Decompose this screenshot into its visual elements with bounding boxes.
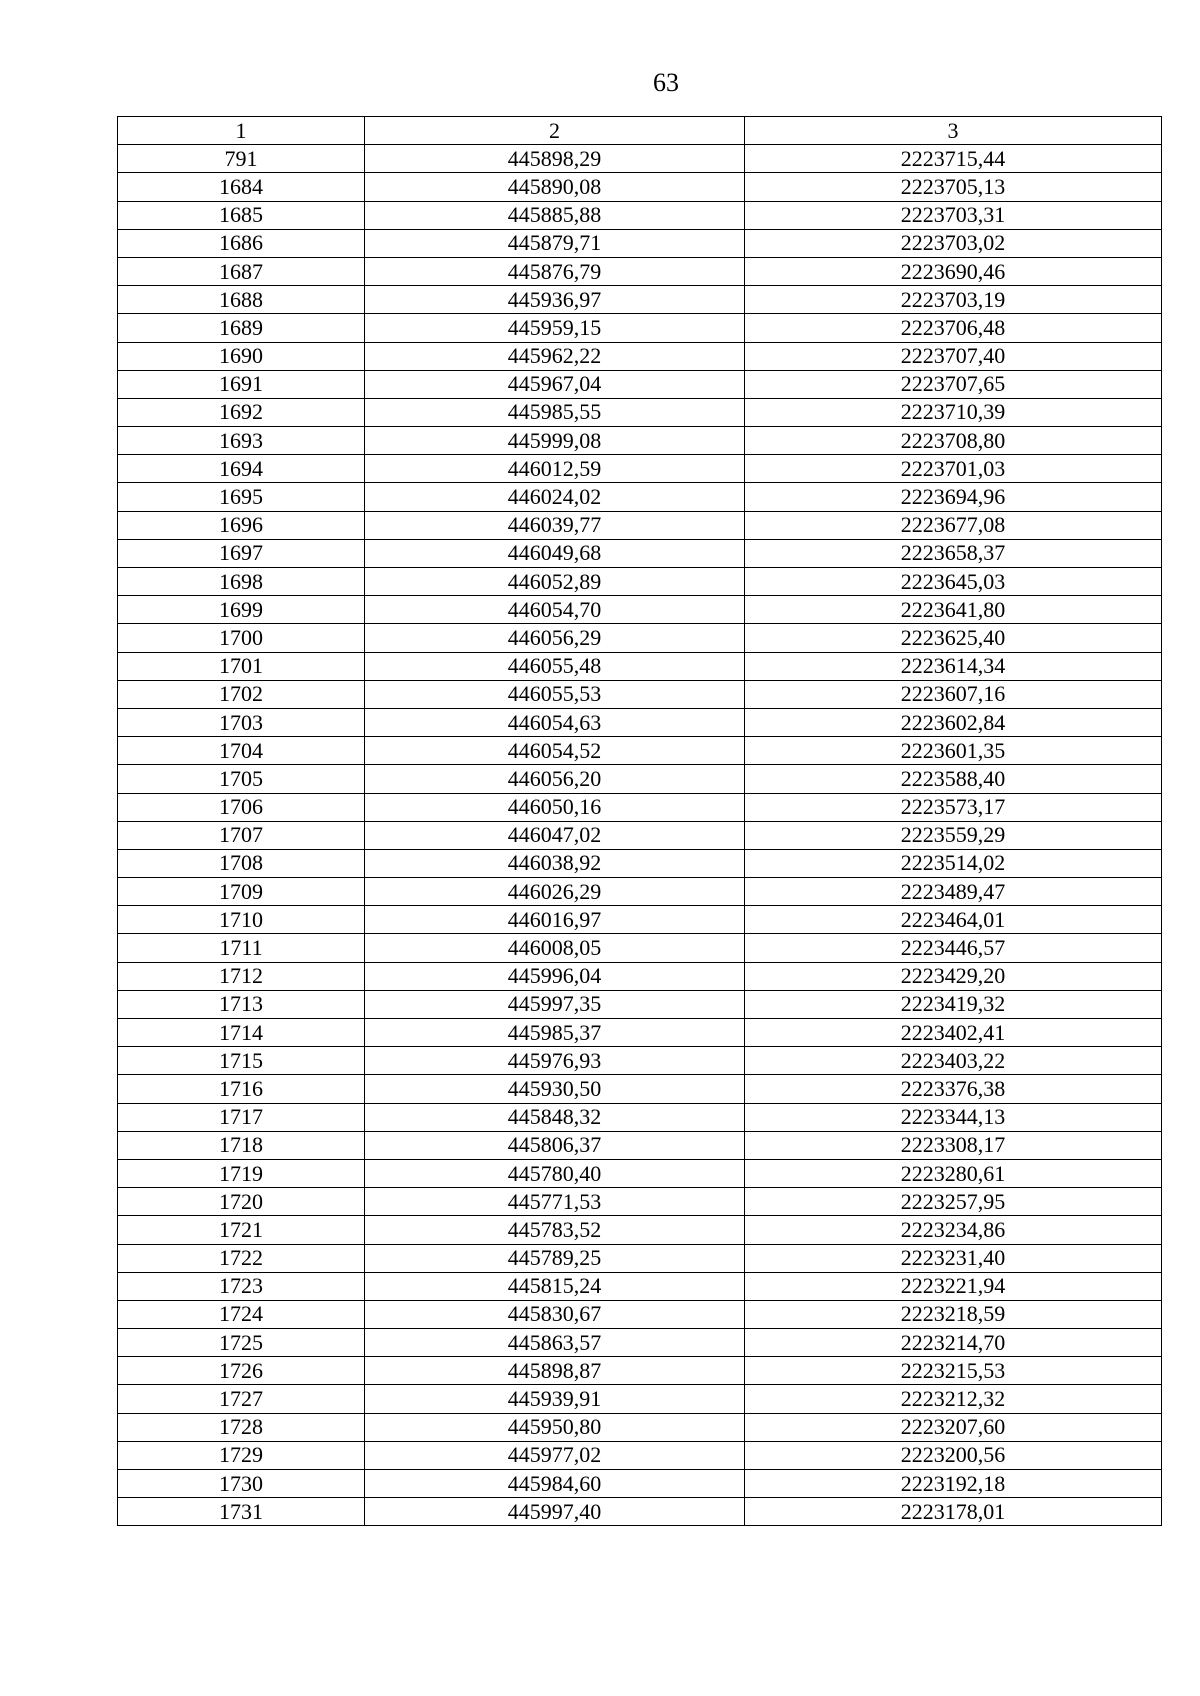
point-number-cell: 1727 — [118, 1385, 365, 1413]
coordinates-table — [117, 116, 1162, 1526]
table-row — [118, 1498, 1162, 1526]
y-coordinate-cell: 2223710,39 — [745, 398, 1162, 426]
x-coordinate-cell: 446050,16 — [365, 793, 745, 821]
y-coordinate-cell: 2223446,57 — [745, 934, 1162, 962]
point-number-cell: 1717 — [118, 1103, 365, 1131]
table-row — [118, 765, 1162, 793]
header-row — [118, 117, 1162, 145]
column-header-2: 2 — [365, 117, 745, 145]
x-coordinate-cell: 446055,48 — [365, 652, 745, 680]
x-coordinate-cell: 445783,52 — [365, 1216, 745, 1244]
y-coordinate-cell: 2223207,60 — [745, 1413, 1162, 1441]
x-coordinate-cell: 445898,87 — [365, 1357, 745, 1385]
y-coordinate-cell: 2223658,37 — [745, 539, 1162, 567]
x-coordinate-cell: 445898,29 — [365, 145, 745, 173]
y-coordinate-cell: 2223625,40 — [745, 624, 1162, 652]
y-coordinate-cell: 2223706,48 — [745, 314, 1162, 342]
point-number-cell: 1726 — [118, 1357, 365, 1385]
y-coordinate-cell: 2223602,84 — [745, 708, 1162, 736]
point-number-cell: 1713 — [118, 990, 365, 1018]
y-coordinate-cell: 2223231,40 — [745, 1244, 1162, 1272]
x-coordinate-cell: 445885,88 — [365, 201, 745, 229]
y-coordinate-cell: 2223403,22 — [745, 1047, 1162, 1075]
x-coordinate-cell: 445830,67 — [365, 1300, 745, 1328]
y-coordinate-cell: 2223588,40 — [745, 765, 1162, 793]
x-coordinate-cell: 445815,24 — [365, 1272, 745, 1300]
point-number-cell: 1686 — [118, 229, 365, 257]
point-number-cell: 1703 — [118, 708, 365, 736]
table-row — [118, 229, 1162, 257]
point-number-cell: 1716 — [118, 1075, 365, 1103]
point-number-cell: 1708 — [118, 849, 365, 877]
y-coordinate-cell: 2223703,31 — [745, 201, 1162, 229]
y-coordinate-cell: 2223192,18 — [745, 1470, 1162, 1498]
table-row — [118, 145, 1162, 173]
column-header-1: 1 — [118, 117, 365, 145]
table-row — [118, 398, 1162, 426]
point-number-cell: 1725 — [118, 1329, 365, 1357]
y-coordinate-cell: 2223308,17 — [745, 1131, 1162, 1159]
table-row — [118, 878, 1162, 906]
y-coordinate-cell: 2223694,96 — [745, 483, 1162, 511]
table-row — [118, 1075, 1162, 1103]
table-row — [118, 1019, 1162, 1047]
x-coordinate-cell: 445876,79 — [365, 257, 745, 285]
point-number-cell: 1730 — [118, 1470, 365, 1498]
table-row — [118, 1272, 1162, 1300]
point-number-cell: 1692 — [118, 398, 365, 426]
point-number-cell: 1696 — [118, 511, 365, 539]
x-coordinate-cell: 445976,93 — [365, 1047, 745, 1075]
table-row — [118, 427, 1162, 455]
point-number-cell: 1693 — [118, 427, 365, 455]
y-coordinate-cell: 2223376,38 — [745, 1075, 1162, 1103]
table-row — [118, 990, 1162, 1018]
y-coordinate-cell: 2223212,32 — [745, 1385, 1162, 1413]
y-coordinate-cell: 2223464,01 — [745, 906, 1162, 934]
x-coordinate-cell: 445806,37 — [365, 1131, 745, 1159]
table-row — [118, 455, 1162, 483]
point-number-cell: 1712 — [118, 962, 365, 990]
point-number-cell: 1718 — [118, 1131, 365, 1159]
table-row — [118, 680, 1162, 708]
table-row — [118, 1470, 1162, 1498]
x-coordinate-cell: 446038,92 — [365, 849, 745, 877]
point-number-cell: 1731 — [118, 1498, 365, 1526]
table-header — [118, 117, 1162, 145]
point-number-cell: 1691 — [118, 370, 365, 398]
point-number-cell: 1715 — [118, 1047, 365, 1075]
x-coordinate-cell: 446054,70 — [365, 596, 745, 624]
x-coordinate-cell: 446055,53 — [365, 680, 745, 708]
y-coordinate-cell: 2223645,03 — [745, 568, 1162, 596]
point-number-cell: 1705 — [118, 765, 365, 793]
table-row — [118, 568, 1162, 596]
x-coordinate-cell: 446008,05 — [365, 934, 745, 962]
x-coordinate-cell: 446039,77 — [365, 511, 745, 539]
table-row — [118, 173, 1162, 201]
y-coordinate-cell: 2223559,29 — [745, 821, 1162, 849]
y-coordinate-cell: 2223607,16 — [745, 680, 1162, 708]
point-number-cell: 1719 — [118, 1159, 365, 1187]
x-coordinate-cell: 445890,08 — [365, 173, 745, 201]
point-number-cell: 1724 — [118, 1300, 365, 1328]
x-coordinate-cell: 445996,04 — [365, 962, 745, 990]
point-number-cell: 1700 — [118, 624, 365, 652]
table-row — [118, 1047, 1162, 1075]
point-number-cell: 1723 — [118, 1272, 365, 1300]
x-coordinate-cell: 445848,32 — [365, 1103, 745, 1131]
x-coordinate-cell: 446047,02 — [365, 821, 745, 849]
x-coordinate-cell: 445930,50 — [365, 1075, 745, 1103]
table-row — [118, 596, 1162, 624]
y-coordinate-cell: 2223715,44 — [745, 145, 1162, 173]
x-coordinate-cell: 446054,63 — [365, 708, 745, 736]
point-number-cell: 1697 — [118, 539, 365, 567]
table-row — [118, 624, 1162, 652]
point-number-cell: 1710 — [118, 906, 365, 934]
table-row — [118, 483, 1162, 511]
x-coordinate-cell: 446016,97 — [365, 906, 745, 934]
y-coordinate-cell: 2223703,02 — [745, 229, 1162, 257]
y-coordinate-cell: 2223707,65 — [745, 370, 1162, 398]
y-coordinate-cell: 2223429,20 — [745, 962, 1162, 990]
x-coordinate-cell: 446049,68 — [365, 539, 745, 567]
y-coordinate-cell: 2223514,02 — [745, 849, 1162, 877]
x-coordinate-cell: 445985,55 — [365, 398, 745, 426]
y-coordinate-cell: 2223677,08 — [745, 511, 1162, 539]
y-coordinate-cell: 2223601,35 — [745, 737, 1162, 765]
page-number: 63 — [653, 68, 679, 97]
point-number-cell: 1701 — [118, 652, 365, 680]
point-number-cell: 1728 — [118, 1413, 365, 1441]
point-number-cell: 1721 — [118, 1216, 365, 1244]
table-row — [118, 1244, 1162, 1272]
point-number-cell: 1722 — [118, 1244, 365, 1272]
y-coordinate-cell: 2223419,32 — [745, 990, 1162, 1018]
point-number-cell: 1711 — [118, 934, 365, 962]
point-number-cell: 1684 — [118, 173, 365, 201]
table-row — [118, 906, 1162, 934]
point-number-cell: 1706 — [118, 793, 365, 821]
x-coordinate-cell: 445985,37 — [365, 1019, 745, 1047]
y-coordinate-cell: 2223218,59 — [745, 1300, 1162, 1328]
table-row — [118, 737, 1162, 765]
table-row — [118, 849, 1162, 877]
x-coordinate-cell: 446026,29 — [365, 878, 745, 906]
x-coordinate-cell: 446054,52 — [365, 737, 745, 765]
x-coordinate-cell: 445950,80 — [365, 1413, 745, 1441]
table-row — [118, 1159, 1162, 1187]
table-row — [118, 1131, 1162, 1159]
point-number-cell: 1695 — [118, 483, 365, 511]
y-coordinate-cell: 2223705,13 — [745, 173, 1162, 201]
point-number-cell: 1689 — [118, 314, 365, 342]
x-coordinate-cell: 446056,29 — [365, 624, 745, 652]
y-coordinate-cell: 2223344,13 — [745, 1103, 1162, 1131]
y-coordinate-cell: 2223703,19 — [745, 286, 1162, 314]
table-body — [118, 145, 1162, 1526]
table-row — [118, 511, 1162, 539]
table-row — [118, 539, 1162, 567]
y-coordinate-cell: 2223402,41 — [745, 1019, 1162, 1047]
x-coordinate-cell: 445780,40 — [365, 1159, 745, 1187]
y-coordinate-cell: 2223690,46 — [745, 257, 1162, 285]
y-coordinate-cell: 2223641,80 — [745, 596, 1162, 624]
point-number-cell: 1702 — [118, 680, 365, 708]
x-coordinate-cell: 445997,35 — [365, 990, 745, 1018]
y-coordinate-cell: 2223234,86 — [745, 1216, 1162, 1244]
x-coordinate-cell: 445789,25 — [365, 1244, 745, 1272]
table-row — [118, 793, 1162, 821]
point-number-cell: 1707 — [118, 821, 365, 849]
y-coordinate-cell: 2223178,01 — [745, 1498, 1162, 1526]
y-coordinate-cell: 2223221,94 — [745, 1272, 1162, 1300]
y-coordinate-cell: 2223614,34 — [745, 652, 1162, 680]
x-coordinate-cell: 445997,40 — [365, 1498, 745, 1526]
table-row — [118, 370, 1162, 398]
table-row — [118, 1188, 1162, 1216]
x-coordinate-cell: 445977,02 — [365, 1441, 745, 1469]
x-coordinate-cell: 445771,53 — [365, 1188, 745, 1216]
y-coordinate-cell: 2223215,53 — [745, 1357, 1162, 1385]
x-coordinate-cell: 446052,89 — [365, 568, 745, 596]
column-header-3: 3 — [745, 117, 1162, 145]
point-number-cell: 1690 — [118, 342, 365, 370]
table-row — [118, 708, 1162, 736]
point-number-cell: 1685 — [118, 201, 365, 229]
x-coordinate-cell: 446012,59 — [365, 455, 745, 483]
x-coordinate-cell: 445939,91 — [365, 1385, 745, 1413]
table-row — [118, 652, 1162, 680]
table-row — [118, 342, 1162, 370]
x-coordinate-cell: 446056,20 — [365, 765, 745, 793]
point-number-cell: 1698 — [118, 568, 365, 596]
y-coordinate-cell: 2223489,47 — [745, 878, 1162, 906]
x-coordinate-cell: 445962,22 — [365, 342, 745, 370]
point-number-cell: 1720 — [118, 1188, 365, 1216]
table-row — [118, 314, 1162, 342]
y-coordinate-cell: 2223707,40 — [745, 342, 1162, 370]
table-row — [118, 1300, 1162, 1328]
x-coordinate-cell: 445959,15 — [365, 314, 745, 342]
x-coordinate-cell: 445984,60 — [365, 1470, 745, 1498]
table-row — [118, 962, 1162, 990]
x-coordinate-cell: 445879,71 — [365, 229, 745, 257]
y-coordinate-cell: 2223280,61 — [745, 1159, 1162, 1187]
y-coordinate-cell: 2223214,70 — [745, 1329, 1162, 1357]
table-row — [118, 1385, 1162, 1413]
table-row — [118, 1413, 1162, 1441]
point-number-cell: 1699 — [118, 596, 365, 624]
point-number-cell: 791 — [118, 145, 365, 173]
y-coordinate-cell: 2223257,95 — [745, 1188, 1162, 1216]
table-row — [118, 1357, 1162, 1385]
y-coordinate-cell: 2223573,17 — [745, 793, 1162, 821]
table-row — [118, 201, 1162, 229]
table-row — [118, 934, 1162, 962]
point-number-cell: 1687 — [118, 257, 365, 285]
point-number-cell: 1729 — [118, 1441, 365, 1469]
point-number-cell: 1704 — [118, 737, 365, 765]
y-coordinate-cell: 2223708,80 — [745, 427, 1162, 455]
table-row — [118, 1103, 1162, 1131]
table-row — [118, 821, 1162, 849]
y-coordinate-cell: 2223701,03 — [745, 455, 1162, 483]
x-coordinate-cell: 445999,08 — [365, 427, 745, 455]
point-number-cell: 1709 — [118, 878, 365, 906]
table-row — [118, 257, 1162, 285]
point-number-cell: 1714 — [118, 1019, 365, 1047]
table-row — [118, 286, 1162, 314]
x-coordinate-cell: 445967,04 — [365, 370, 745, 398]
table-row — [118, 1216, 1162, 1244]
table-row — [118, 1329, 1162, 1357]
point-number-cell: 1694 — [118, 455, 365, 483]
point-number-cell: 1688 — [118, 286, 365, 314]
y-coordinate-cell: 2223200,56 — [745, 1441, 1162, 1469]
x-coordinate-cell: 445936,97 — [365, 286, 745, 314]
x-coordinate-cell: 445863,57 — [365, 1329, 745, 1357]
x-coordinate-cell: 446024,02 — [365, 483, 745, 511]
table-row — [118, 1441, 1162, 1469]
